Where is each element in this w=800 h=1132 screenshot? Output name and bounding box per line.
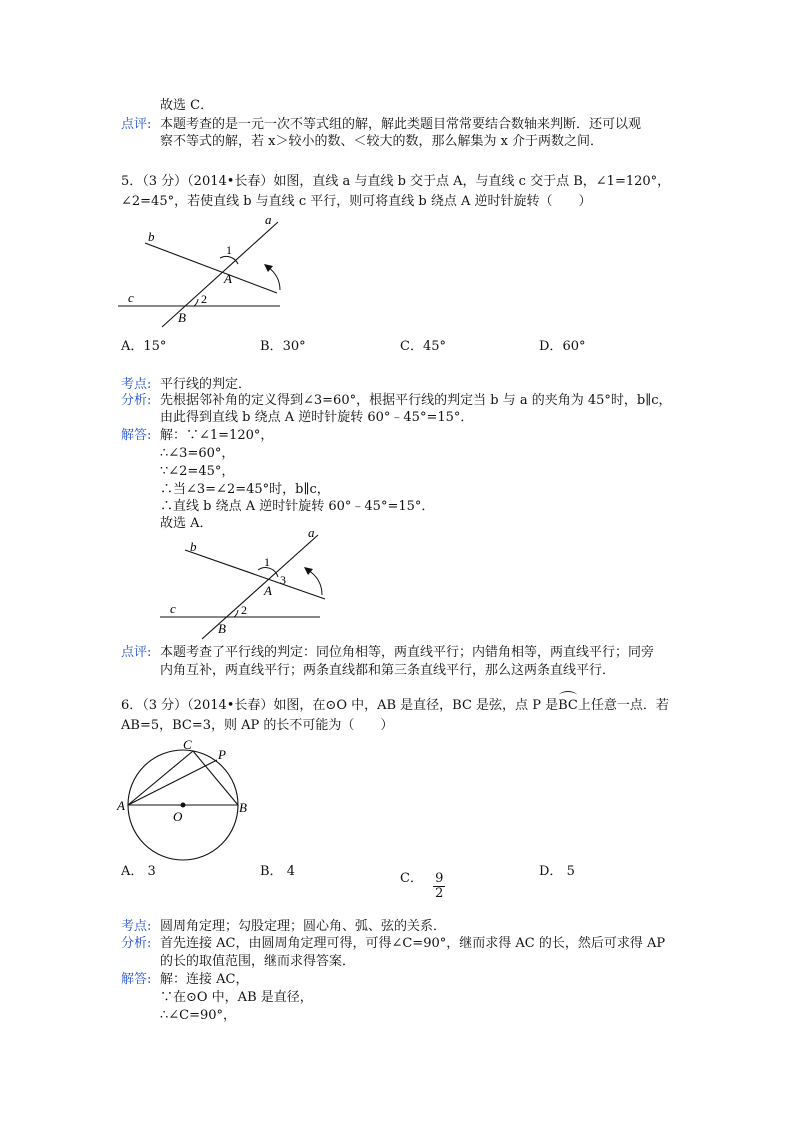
q6-choice-b[interactable]: B． 4 [260,864,295,879]
label-b: b [148,229,155,244]
q6-choice-a[interactable]: A． 3 [121,864,156,879]
fraction-9-over-2: $\frac{9}{2}$ [435,871,444,901]
q6-stem-line1: 6．（3 分）（2014•长春）如图，在⊙O 中，AB 是直径，BC 是弦，点 P 是 BC上任意一点．若 [121,698,669,714]
q5-answer-label: 解答: [121,428,152,443]
q5-analysis-line2: 由此得到直线 b 绕点 A 逆时针旋转 60°﹣45°=15°． [160,410,474,425]
label-O: O [173,809,183,824]
prev-conclusion: 故选 C． [160,98,214,113]
q6-figure [115,737,255,870]
rotation-arrowhead [304,567,313,575]
arc-bc-notation: BC [558,698,578,714]
angle-1-arc [220,256,238,264]
q5-choice-c[interactable]: C．45° [400,339,446,354]
angle-2-arc [234,610,238,617]
label-a: a [265,212,272,227]
q6-answer-line3: ∴∠C=90°， [160,1008,237,1023]
q5-answer-line2: ∴∠3=60°， [160,446,235,461]
center-dot [181,803,186,808]
label-B: B [178,310,186,325]
q5-point-label: 考点: [121,377,152,392]
q6-analysis-line1: 首先连接 AC，由圆周角定理可得，可得∠C=90°，继而求得 AC 的长，然后可求得 AP [160,936,666,951]
label-c: c [128,290,134,305]
rotation-arrow [268,267,280,290]
q6-choice-c[interactable]: C． $\frac{9}{2}$ [400,871,444,901]
q5-answer-line1: 解：∵∠1=120°， [160,428,274,443]
q6-answer-line1: 解：连接 AC， [160,972,249,987]
q5-review-line1: 本题考查了平行线的判定：同位角相等，两直线平行；内错角相等，两直线平行；同旁 [160,645,655,660]
q5-choice-d[interactable]: D．60° [539,339,586,354]
angle-2-arc [194,299,198,306]
q5-answer-line4: ∴当∠3=∠2=45°时，b∥c， [160,482,330,497]
q6-analysis-line2: 的长的取值范围，继而求得答案． [160,954,356,969]
label-a: a [308,525,315,540]
q6-choice-d[interactable]: D． 5 [539,864,575,879]
q5-analysis-label: 分析: [121,393,152,408]
label-1: 1 [226,243,232,257]
q5-answer-line3: ∵∠2=45°， [160,464,235,479]
q6-point-text: 圆周角定理；勾股定理；圆心角、弧、弦的关系． [160,919,447,934]
label-c: c [170,601,176,616]
chord-ac [128,751,193,805]
label-2: 2 [241,603,247,617]
label-1: 1 [264,555,270,569]
q5-answer-line5: ∴直线 b 绕点 A 逆时针旋转 60°﹣45°=15°． [160,499,435,514]
q5-figure [110,210,300,335]
q6-analysis-label: 分析: [121,936,152,951]
label-2: 2 [201,292,207,306]
prev-review-line1: 本题考查的是一元一次不等式组的解，解此类题目常常要结合数轴来判断．还可以观 [160,117,642,132]
q6-answer-line2: ∵在⊙O 中，AB 是直径， [160,990,313,1005]
segment-ap [128,760,217,805]
q5-stem-line1: 5．（3 分）（2014•长春）如图，直线 a 与直线 b 交于点 A，与直线 c 交于点 B，∠1=120°， [121,174,671,189]
label-A: A [117,798,125,813]
label-A: A [224,271,232,286]
arc-symbol [559,691,577,700]
q6-answer-label: 解答: [121,972,152,987]
q5-point-text: 平行线的判定． [160,377,252,392]
rotation-arrow [308,570,322,595]
q5-review-label: 点评: [121,645,152,660]
q6-stem-line2: AB=5，BC=3，则 AP 的长不可能为（ ） [121,718,394,733]
label-B: B [239,800,247,815]
q5-analysis-line1: 先根据邻补角的定义得到∠3=60°，根据平行线的判定当 b 与 a 的夹角为 45°时，b∥c， [160,393,672,408]
q5-choice-b[interactable]: B．30° [260,339,306,354]
label-C: C [183,737,192,752]
prev-review-line2: 察不等式的解，若 x＞较小的数、＜较大的数，那么解集为 x 介于两数之间． [160,134,604,149]
q5-answer-line6: 故选 A． [160,516,213,531]
q5-solution-figure [150,525,340,640]
q5-stem-line2: ∠2=45°，若使直线 b 与直线 c 平行，则可将直线 b 绕点 A 逆时针旋转（ ） [121,194,592,209]
line-b [145,243,277,293]
label-b: b [190,539,197,554]
q5-review-line2: 内角互补，两直线平行；两条直线都和第三条直线平行，那么这两条直线平行． [160,663,616,678]
q5-choice-a[interactable]: A．15° [121,339,167,354]
label-B: B [218,621,226,636]
label-P: P [218,747,226,762]
label-A: A [264,583,272,598]
angle-1-arc [258,568,278,577]
q6-point-label: 考点: [121,919,152,934]
label-3: 3 [280,573,286,587]
prev-review-label: 点评: [121,117,152,132]
